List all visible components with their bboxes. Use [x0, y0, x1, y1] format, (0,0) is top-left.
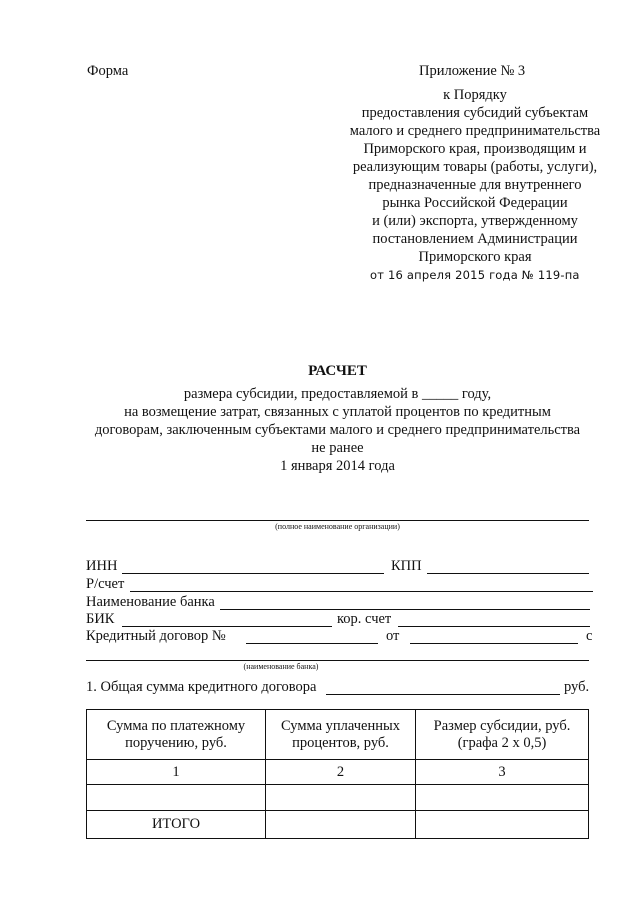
document-subtitle [0, 385, 640, 475]
bik-label: БИК [86, 611, 115, 627]
org-caption: (полное наименование организации) [275, 522, 400, 531]
total-sum-label: 1. Общая сумма кредитного договора [86, 679, 317, 695]
credit-contract-label: Кредитный договор № [86, 628, 226, 644]
with-label: с [586, 628, 593, 644]
header-cell-line: процентов, руб. [292, 734, 389, 751]
appendix-title: Приложение № 3 [419, 63, 526, 79]
appendix-line: и (или) экспорта, утвержденному [372, 213, 578, 229]
table-total-row [87, 811, 589, 839]
appendix-line: предназначенные для внутреннего [368, 177, 582, 193]
appendix-line: Приморского края, производящим и [363, 141, 587, 157]
form-label: Форма [87, 63, 129, 79]
header-cell-line: Сумма по платежному [106, 717, 246, 734]
appendix-line: реализующим товары (работы, услуги), [352, 159, 598, 175]
subtitle-line: не ранее [311, 440, 364, 456]
column-number: 1 [87, 760, 266, 785]
table-row [87, 785, 589, 811]
subtitle-line: 1 января 2014 года [280, 458, 395, 474]
header-cell [266, 710, 416, 760]
bank-name-label: Наименование банка [86, 594, 215, 610]
inn-label: ИНН [86, 558, 118, 574]
header-cell-line: поручению, руб. [125, 734, 227, 751]
subtitle-line: договорам, заключенным субъектами малого и среднего предпринимательства [94, 422, 581, 438]
total-sum-field[interactable] [326, 694, 560, 695]
kpp-field[interactable] [427, 573, 589, 574]
document-heading: РАСЧЕТ [308, 363, 367, 379]
corr-account-field[interactable] [398, 626, 590, 627]
column-number: 3 [416, 760, 589, 785]
subsidy-table [86, 709, 589, 839]
appendix-text [305, 86, 640, 266]
appendix-line: предоставления субсидий субъектам [361, 105, 589, 121]
kpp-label: КПП [391, 558, 422, 574]
table-cell[interactable] [266, 785, 416, 811]
org-name-line[interactable] [86, 520, 589, 521]
header-cell-line: Размер субсидии, руб. [433, 717, 571, 734]
header-cell [416, 710, 589, 760]
corr-account-label: кор. счет [337, 611, 392, 627]
appendix-line: к Порядку [443, 87, 507, 103]
from-label: от [386, 628, 400, 644]
appendix-line: рынка Российской Федерации [382, 195, 568, 211]
inn-field[interactable] [122, 573, 384, 574]
rub-label: руб. [564, 679, 590, 695]
table-cell[interactable] [416, 785, 589, 811]
bank-caption: (наименование банка) [243, 662, 319, 671]
bik-field[interactable] [122, 626, 332, 627]
total-label: ИТОГО [87, 811, 266, 839]
subtitle-line: на возмещение затрат, связанных с уплатой процентов по кредитным [124, 404, 551, 420]
table-cell[interactable] [266, 811, 416, 839]
header-cell [87, 710, 266, 760]
subtitle-line: размера субсидии, предоставляемой в _____ году, [183, 386, 492, 402]
account-label: Р/счет [86, 576, 125, 592]
appendix-line: малого и среднего предпринимательства [349, 123, 601, 139]
table-header-row [87, 710, 589, 760]
header-cell-line: (графа 2 х 0,5) [457, 734, 547, 751]
appendix-line: постановлением Администрации [372, 231, 578, 247]
table-row [87, 760, 589, 785]
credit-contract-date-field[interactable] [410, 643, 578, 644]
account-field[interactable] [130, 591, 593, 592]
appendix-line: Приморского края [418, 249, 532, 265]
header-cell-line: Сумма уплаченных [280, 717, 401, 734]
table-cell[interactable] [416, 811, 589, 839]
credit-contract-number-field[interactable] [246, 643, 378, 644]
table-cell[interactable] [87, 785, 266, 811]
bank-name-field[interactable] [220, 609, 590, 610]
resolution-stamp: от 16 апреля 2015 года № 119-па [370, 268, 580, 282]
bank-line[interactable] [86, 660, 589, 661]
column-number: 2 [266, 760, 416, 785]
